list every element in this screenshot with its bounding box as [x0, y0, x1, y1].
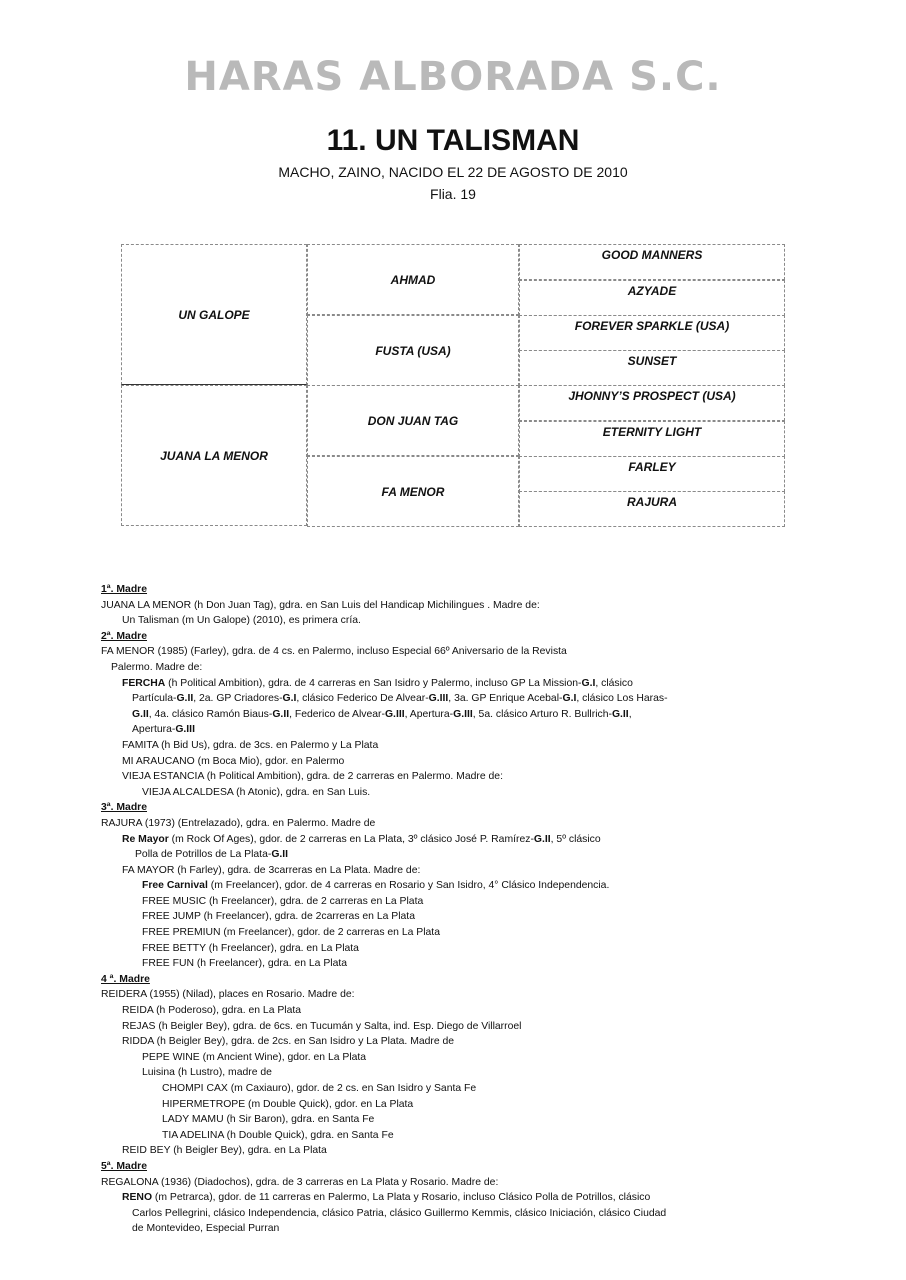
- text-line: RAJURA (1973) (Entrelazado), gdra. en Palermo. Madre de: [101, 817, 376, 829]
- text-line: REJAS (h Beigler Bey), gdra. de 6cs. en Tucumán y Salta, ind. Esp. Diego de Villarroel: [122, 1020, 522, 1032]
- text-line: Apertura-G.III: [132, 724, 195, 736]
- horse-name: 11. UN TALISMAN: [326, 124, 580, 157]
- text-line: VIEJA ESTANCIA (h Political Ambition), gdra. de 2 carreras en Palermo. Madre de:: [122, 771, 503, 783]
- pedigree-ggp-3: FOREVER SPARKLE (USA): [519, 315, 785, 351]
- text-line: Re Mayor (m Rock Of Ages), gdor. de 2 carreras en La Plata, 3º clásico José P. Ramírez-G.II, 5º clásico: [122, 833, 601, 845]
- text-line: Carlos Pellegrini, clásico Independencia, clásico Patria, clásico Guillermo Kemmis, clásico Iniciación, clásico Ciudad: [132, 1207, 667, 1219]
- text-line: CHOMPI CAX (m Caxiauro), gdor. de 2 cs. en San Isidro y Santa Fe: [162, 1083, 477, 1094]
- section-title-1: 1ª. Madre: [101, 584, 148, 595]
- text-line: HIPERMETROPE (m Double Quick), gdor. en La Plata: [162, 1098, 414, 1110]
- text-line: Free Carnival (m Freelancer), gdor. de 4 carreras en Rosario y San Isidro, 4° Clásico Independencia.: [142, 880, 610, 892]
- text-line: VIEJA ALCALDESA (h Atonic), gdra. en San Luis.: [142, 786, 371, 798]
- dam-line-text: [101, 582, 741, 1237]
- horse-family: Flia. 19: [430, 186, 476, 202]
- text-line: FREE FUN (h Freelancer), gdra. en La Plata: [142, 958, 348, 970]
- text-line: REIDERA (1955) (Nilad), places en Rosario. Madre de:: [101, 989, 355, 1001]
- pedigree-ggp-6: ETERNITY LIGHT: [519, 421, 785, 457]
- pedigree-ggp-1: GOOD MANNERS: [519, 244, 785, 280]
- pedigree-table: [121, 244, 785, 526]
- pedigree-ggp-7: FARLEY: [519, 456, 785, 492]
- text-line: REGALONA (1936) (Diadochos), gdra. de 3 carreras en La Plata y Rosario. Madre de:: [101, 1176, 499, 1188]
- text-line: LADY MAMU (h Sir Baron), gdra. en Santa Fe: [162, 1114, 375, 1126]
- text-line: FA MAYOR (h Farley), gdra. de 3carreras en La Plata. Madre de:: [122, 864, 421, 876]
- text-line: Luisina (h Lustro), madre de: [142, 1067, 272, 1079]
- pedigree-ggp-2: AZYADE: [519, 280, 785, 316]
- text-line: Polla de Potrillos de La Plata-G.II: [135, 849, 289, 861]
- text-line: Partícula-G.II, 2a. GP Criadores-G.I, clásico Federico De Alvear-G.III, 3a. GP Enrique Acebal-G.I, clásico Los Haras-: [132, 693, 668, 705]
- section-title-3: 3ª. Madre: [101, 802, 148, 814]
- text-line: FREE MUSIC (h Freelancer), gdra. de 2 carreras en La Plata: [142, 895, 424, 907]
- text-line: REIDA (h Poderoso), gdra. en La Plata: [122, 1005, 302, 1017]
- pedigree-dam-sire: DON JUAN TAG: [307, 385, 519, 456]
- text-line: JUANA LA MENOR (h Don Juan Tag), gdra. en San Luis del Handicap Michilingues . Madre de:: [101, 599, 540, 611]
- text-line: G.II, 4a. clásico Ramón Biaus-G.II, Federico de Alvear-G.III, Apertura-G.III, 5a. clásico Arturo R. Bullrich-G.II,: [132, 708, 632, 720]
- pedigree-sire-dam: FUSTA (USA): [307, 315, 519, 386]
- text-line: TIA ADELINA (h Double Quick), gdra. en Santa Fe: [162, 1129, 394, 1141]
- pedigree-ggp-4: SUNSET: [519, 350, 785, 386]
- text-line: RIDDA (h Beigler Bey), gdra. de 2cs. en San Isidro y La Plata. Madre de: [122, 1036, 455, 1048]
- pedigree-dam-dam: FA MENOR: [307, 456, 519, 527]
- section-title-2: 2ª. Madre: [101, 630, 148, 642]
- pedigree-ggp-8: RAJURA: [519, 491, 785, 527]
- horse-description: MACHO, ZAINO, NACIDO EL 22 DE AGOSTO DE 2010: [278, 164, 628, 180]
- pedigree-sire: UN GALOPE: [121, 244, 307, 385]
- section-title-5: 5ª. Madre: [101, 1160, 148, 1172]
- pedigree-ggp-5: JHONNY’S PROSPECT (USA): [519, 385, 785, 421]
- text-line: FREE PREMIUN (m Freelancer), gdor. de 2 carreras en La Plata: [142, 927, 440, 939]
- text-line: FERCHA (h Political Ambition), gdra. de 4 carreras en San Isidro y Palermo, incluso GP La Mission-G.I, clásico: [122, 677, 633, 689]
- pedigree-sire-sire: AHMAD: [307, 244, 519, 315]
- text-line: FA MENOR (1985) (Farley), gdra. de 4 cs. en Palermo, incluso Especial 66º Aniversario de la Revista: [101, 646, 567, 658]
- text-line: de Montevideo, Especial Purran: [132, 1223, 280, 1235]
- text-line: RENO (m Petrarca), gdor. de 11 carreras en Palermo, La Plata y Rosario, incluso Clásico Polla de Potrillos, clásico: [122, 1192, 651, 1204]
- text-line: Un Talisman (m Un Galope) (2010), es primera cría.: [122, 615, 361, 627]
- text-line: FREE JUMP (h Freelancer), gdra. de 2carreras en La Plata: [142, 911, 415, 923]
- brand-title: HARAS ALBORADA S.C.: [184, 54, 722, 100]
- text-line: REID BEY (h Beigler Bey), gdra. en La Plata: [122, 1145, 327, 1157]
- text-line: MI ARAUCANO (m Boca Mio), gdor. en Palermo: [122, 755, 345, 767]
- text-line: Palermo. Madre de:: [111, 661, 203, 673]
- text-line: FREE BETTY (h Freelancer), gdra. en La Plata: [142, 942, 359, 954]
- pedigree-dam: JUANA LA MENOR: [121, 385, 307, 526]
- section-title-4: 4 ª. Madre: [101, 973, 150, 985]
- text-line: FAMITA (h Bid Us), gdra. de 3cs. en Palermo y La Plata: [122, 739, 379, 751]
- text-line: PEPE WINE (m Ancient Wine), gdor. en La Plata: [142, 1051, 367, 1063]
